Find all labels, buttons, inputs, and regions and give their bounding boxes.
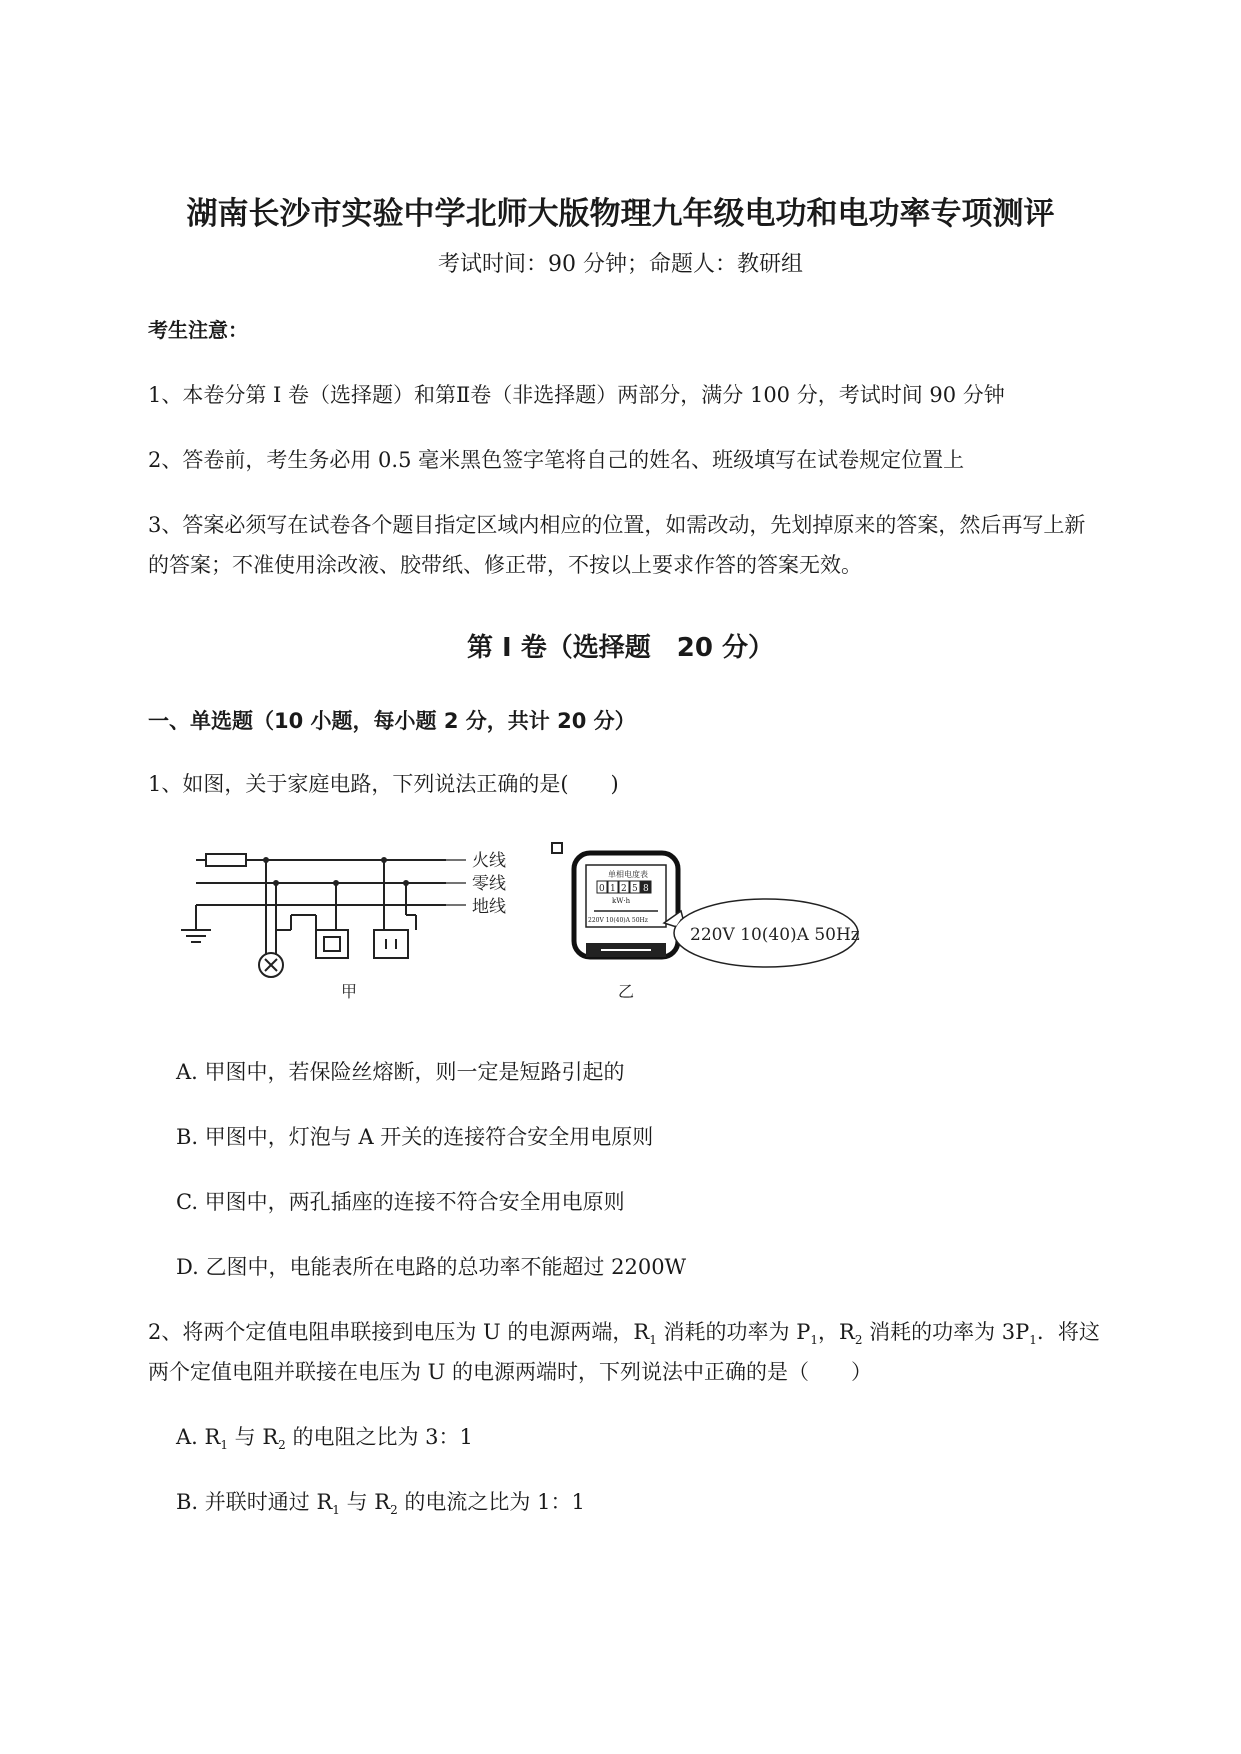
notice-item-1: 1、本卷分第 I 卷（选择题）和第Ⅱ卷（非选择题）两部分，满分 100 分，考试时间 90 分钟 <box>148 383 1005 407</box>
meter-digit-2: 1 <box>610 884 616 894</box>
question-1-option-a[interactable]: A. 甲图中，若保险丝熔断，则一定是短路引起的 <box>176 1060 625 1084</box>
question-1-option-b[interactable]: B. 甲图中，灯泡与 A 开关的连接符合安全用电原则 <box>176 1125 654 1149</box>
question-2-option-a[interactable]: A. $R_1$ 与 $R_2$ 的电阻之比为 3：1 <box>176 1425 473 1453</box>
question-1-figure <box>176 835 876 1005</box>
two-hole-socket-icon <box>374 930 408 958</box>
document-subtitle: 考试时间：90 分钟；命题人：教研组 <box>438 252 803 277</box>
label-ground-wire: 地线 <box>472 897 506 917</box>
meter-title: 单相电度表 <box>608 870 648 879</box>
notice-item-3: 3、答案必须写在试卷各个题目指定区域内相应的位置，如需改动，先划掉原来的答案，然后再写上新 <box>148 513 1086 537</box>
label-live-wire: 火线 <box>472 851 506 871</box>
question-2-option-b[interactable]: B. 并联时通过 $R_1$ 与 $R_2$ 的电流之比为 1：1 <box>176 1490 585 1518</box>
question-2-stem-cont: 两个定值电阻并联接在电压为 U 的电源两端时，下列说法中正确的是（ ） <box>148 1360 873 1384</box>
notice-item-3-cont: 的答案；不准使用涂改液、胶带纸、修正带，不按以上要求作答的答案无效。 <box>148 553 862 577</box>
notice-heading: 考生注意： <box>148 318 248 342</box>
question-1-stem: 1、如图，关于家庭电路，下列说法正确的是( ) <box>148 772 619 796</box>
meter-digit-5: 8 <box>643 884 649 894</box>
fuse-icon <box>206 854 246 866</box>
meter-digit-1: 0 <box>599 884 605 894</box>
meter-callout-text: 220V 10(40)A 50Hz <box>690 925 860 945</box>
meter-digit-4: 5 <box>632 884 638 894</box>
notice-item-2: 2、答卷前，考生务必用 0.5 毫米黑色签字笔将自己的姓名、班级填写在试卷规定位置上 <box>148 448 965 472</box>
circuit-diagram-jia <box>181 854 446 977</box>
meter-unit: kW·h <box>612 897 631 905</box>
switch-icon <box>316 930 348 958</box>
section-title: 第 I 卷（选择题 20 分） <box>466 633 774 663</box>
document-title: 湖南长沙市实验中学北师大版物理九年级电功和电功率专项测评 <box>186 196 1055 232</box>
question-1-option-d[interactable]: D. 乙图中，电能表所在电路的总功率不能超过 2200W <box>176 1255 687 1279</box>
part-heading: 一、单选题（10 小题，每小题 2 分，共计 20 分） <box>148 709 636 733</box>
figure-label-jia: 甲 <box>341 982 358 1001</box>
label-neutral-wire: 零线 <box>472 874 506 894</box>
figure-label-yi: 乙 <box>618 982 635 1001</box>
question-2-stem: 2、将两个定值电阻串联接到电压为 U 的电源两端，$R_1$ 消耗的功率为 $P_1$，$R_2$ 消耗的功率为 $3P_1$．将这 <box>148 1320 1100 1348</box>
meter-rating-small: 220V 10(40)A 50Hz <box>588 917 648 924</box>
meter-digit-3: 2 <box>621 884 627 894</box>
question-1-option-c[interactable]: C. 甲图中，两孔插座的连接不符合安全用电原则 <box>176 1190 625 1214</box>
